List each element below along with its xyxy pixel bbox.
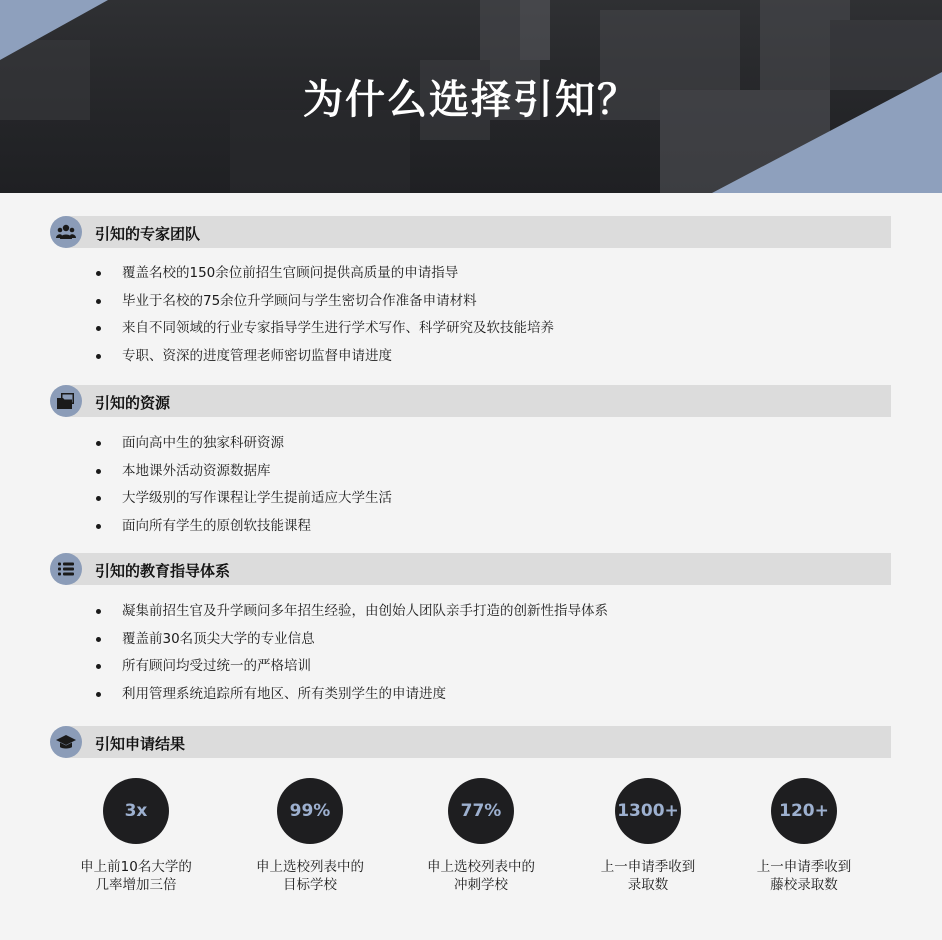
stat-target-schools: [230, 778, 390, 894]
stat-caption-line2: 冲刺学校: [454, 877, 508, 893]
stat-value: 120+: [771, 778, 837, 844]
team-icon: [50, 216, 82, 248]
section-header: [65, 385, 891, 417]
stat-caption-line2: 藤校录取数: [770, 877, 838, 893]
list-item: 面向高中生的独家科研资源: [96, 434, 392, 462]
stat-caption-line1: 申上选校列表中的: [256, 859, 364, 875]
list-item: 所有顾问均受过统一的严格培训: [96, 657, 608, 685]
resources-list: [96, 434, 392, 544]
stat-value: 99%: [277, 778, 343, 844]
stat-ivy-admissions: [724, 778, 884, 894]
list-item: 覆盖前30名顶尖大学的专业信息: [96, 630, 608, 658]
stat-value: 77%: [448, 778, 514, 844]
expert-team-list: [96, 264, 554, 374]
list-icon: [50, 553, 82, 585]
guidance-system-list: [96, 602, 608, 712]
section-title: 引知的专家团队: [95, 225, 201, 243]
list-item: 凝集前招生官及升学顾问多年招生经验，由创始人团队亲手打造的创新性指导体系: [96, 602, 608, 630]
section-title: 引知申请结果: [95, 735, 186, 753]
list-item: 面向所有学生的原创软技能课程: [96, 517, 392, 545]
stat-caption-line1: 申上选校列表中的: [427, 859, 535, 875]
list-item: 专职、资深的进度管理老师密切监督申请进度: [96, 347, 554, 375]
stat-caption-line1: 申上前10名大学的: [80, 859, 192, 875]
section-header: [65, 553, 891, 585]
graduation-cap-icon: [50, 726, 82, 758]
list-item: 本地课外活动资源数据库: [96, 462, 392, 490]
section-header: [65, 216, 891, 248]
stat-caption-line2: 几率增加三倍: [95, 877, 177, 893]
stat-reach-schools: [401, 778, 561, 894]
stat-caption-line1: 上一申请季收到: [756, 859, 852, 875]
folder-icon: [50, 385, 82, 417]
hero-banner: [0, 0, 942, 193]
list-item: 利用管理系统追踪所有地区、所有类别学生的申请进度: [96, 685, 608, 713]
list-item: 大学级别的写作课程让学生提前适应大学生活: [96, 489, 392, 517]
section-header: [65, 726, 891, 758]
list-item: 毕业于名校的75余位升学顾问与学生密切合作准备申请材料: [96, 292, 554, 320]
page-title: 为什么选择引知？: [303, 77, 639, 123]
stat-value: 3x: [103, 778, 169, 844]
list-item: 来自不同领域的行业专家指导学生进行学术写作、科学研究及软技能培养: [96, 319, 554, 347]
list-item: 覆盖名校的150余位前招生官顾问提供高质量的申请指导: [96, 264, 554, 292]
stat-caption-line2: 录取数: [627, 877, 669, 893]
stat-caption-line2: 目标学校: [283, 877, 337, 893]
stat-value: 1300+: [615, 778, 681, 844]
stat-caption-line1: 上一申请季收到: [600, 859, 696, 875]
section-title: 引知的教育指导体系: [95, 562, 231, 580]
stat-top10: [56, 778, 216, 894]
section-title: 引知的资源: [95, 394, 171, 412]
stat-admissions: [568, 778, 728, 894]
